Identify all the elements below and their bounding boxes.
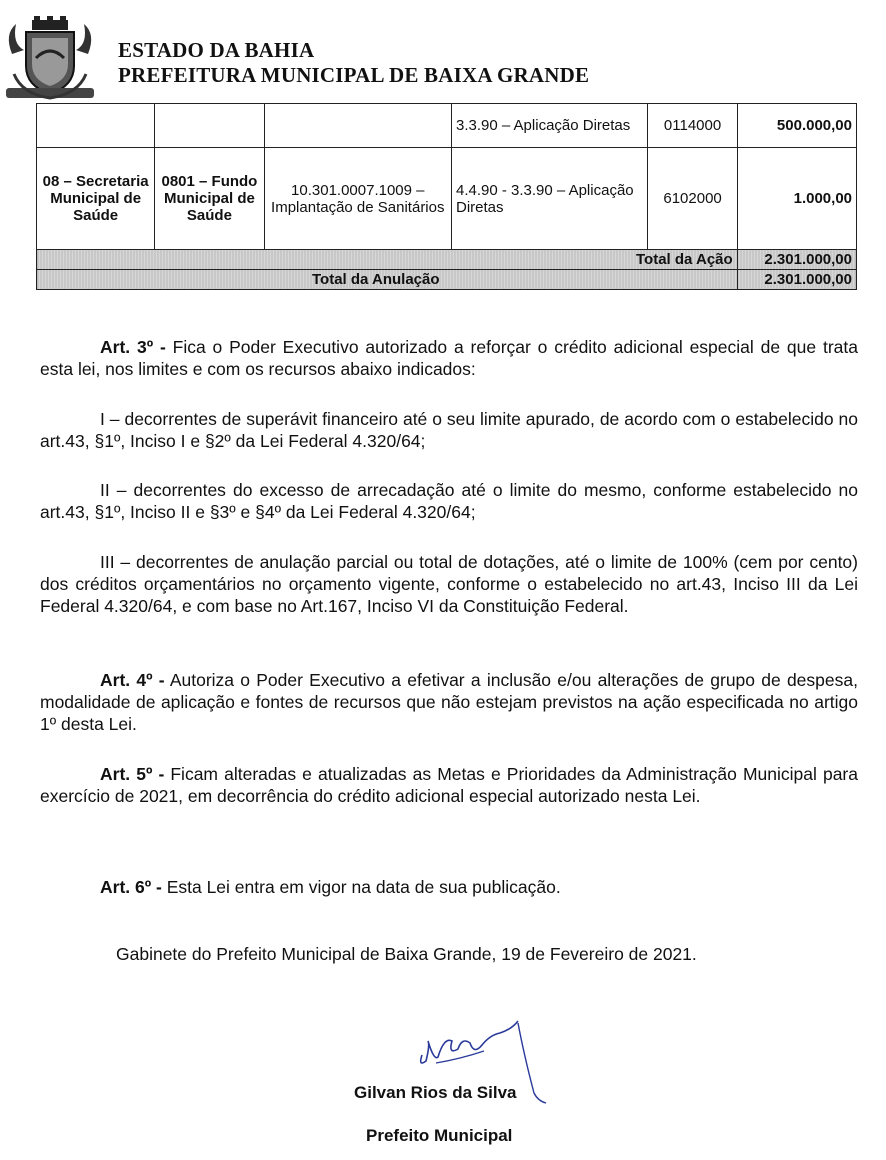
header-municipality: PREFEITURA MUNICIPAL DE BAIXA GRANDE <box>118 63 590 87</box>
signatory-name: Gilvan Rios da Silva <box>354 1083 517 1102</box>
art5-text: Ficam alteradas e atualizadas as Metas e Prioridades da Administração Municipal para exercício de 2021, em decorrência do crédito adicional especial autorizado nesta Lei. <box>40 764 858 806</box>
cell-fonte: 6102000 <box>648 148 737 250</box>
cell-modalidade: 4.4.90 - 3.3.90 – Aplicação Diretas <box>452 148 648 250</box>
cell-orgao: 08 – Secretaria Municipal de Saúde <box>37 148 155 250</box>
inciso-3 <box>40 551 858 617</box>
table-row <box>37 148 857 250</box>
document-header <box>0 12 886 102</box>
article-6 <box>40 876 858 898</box>
inciso-3-text: III – decorrentes de anulação parcial ou total de dotações, até o limite de 100% (cem por cento) dos créditos orçamentários no orçamento vigente, conforme o estabelecido no art.43, Inciso III da Lei Federal 4.320/64, e com base no Art.167, Inciso VI da Constituição Federal. <box>40 552 858 616</box>
art5-label: Art. 5º - <box>100 764 165 784</box>
total-anulacao-label: Total da Anulação <box>37 270 738 290</box>
cell-fonte: 0114000 <box>648 104 737 148</box>
art6-label: Art. 6º - <box>100 877 162 897</box>
closing-line <box>116 943 816 965</box>
inciso-1-text: I – decorrentes de superávit financeiro até o seu limite apurado, de acordo com o estabelecido no art.43, §1º, Inciso I e §2º da Lei Federal 4.320/64; <box>40 409 858 451</box>
inciso-2 <box>40 479 858 523</box>
article-4 <box>40 669 858 735</box>
header-title <box>118 38 589 88</box>
art4-text: Autoriza o Poder Executivo a efetivar a inclusão e/ou alterações de grupo de despesa, modalidade de aplicação e fontes de recursos que não estejam previstos na ação especificada no artigo 1º desta Lei. <box>40 670 858 734</box>
header-state: ESTADO DA BAHIA <box>118 38 315 62</box>
budget-table <box>36 103 857 290</box>
art3-label: Art. 3º - <box>100 337 166 357</box>
art6-text: Esta Lei entra em vigor na data de sua publicação. <box>161 877 561 897</box>
total-anulacao-row <box>37 270 857 290</box>
total-anulacao-value: 2.301.000,00 <box>737 270 856 290</box>
article-3 <box>40 336 858 380</box>
inciso-2-text: II – decorrentes do excesso de arrecadação até o limite do mesmo, conforme estabelecido no art.43, §1º, Inciso II e §3º e §4º da Lei Federal 4.320/64; <box>40 480 858 522</box>
total-acao-row <box>37 250 857 270</box>
table-row <box>37 104 857 148</box>
inciso-1 <box>40 408 858 452</box>
cell-valor: 1.000,00 <box>737 148 856 250</box>
art3-text: Fica o Poder Executivo autorizado a reforçar o crédito adicional especial de que trata esta lei, nos limites e com os recursos abaixo indicados: <box>40 337 858 379</box>
cell-acao: 10.301.0007.1009 – Implantação de Sanitários <box>264 148 451 250</box>
closing-text: Gabinete do Prefeito Municipal de Baixa Grande, 19 de Fevereiro de 2021. <box>116 944 697 964</box>
cell-modalidade: 3.3.90 – Aplicação Diretas <box>452 104 648 148</box>
municipal-coat-of-arms-icon <box>2 14 98 104</box>
cell-valor: 500.000,00 <box>737 104 856 148</box>
cell-unidade: 0801 – Fundo Municipal de Saúde <box>155 148 264 250</box>
article-5 <box>40 763 858 807</box>
total-acao-value: 2.301.000,00 <box>737 250 856 270</box>
art4-label: Art. 4º - <box>100 670 165 690</box>
total-acao-label: Total da Ação <box>37 250 738 270</box>
signatory-role: Prefeito Municipal <box>366 1126 513 1145</box>
